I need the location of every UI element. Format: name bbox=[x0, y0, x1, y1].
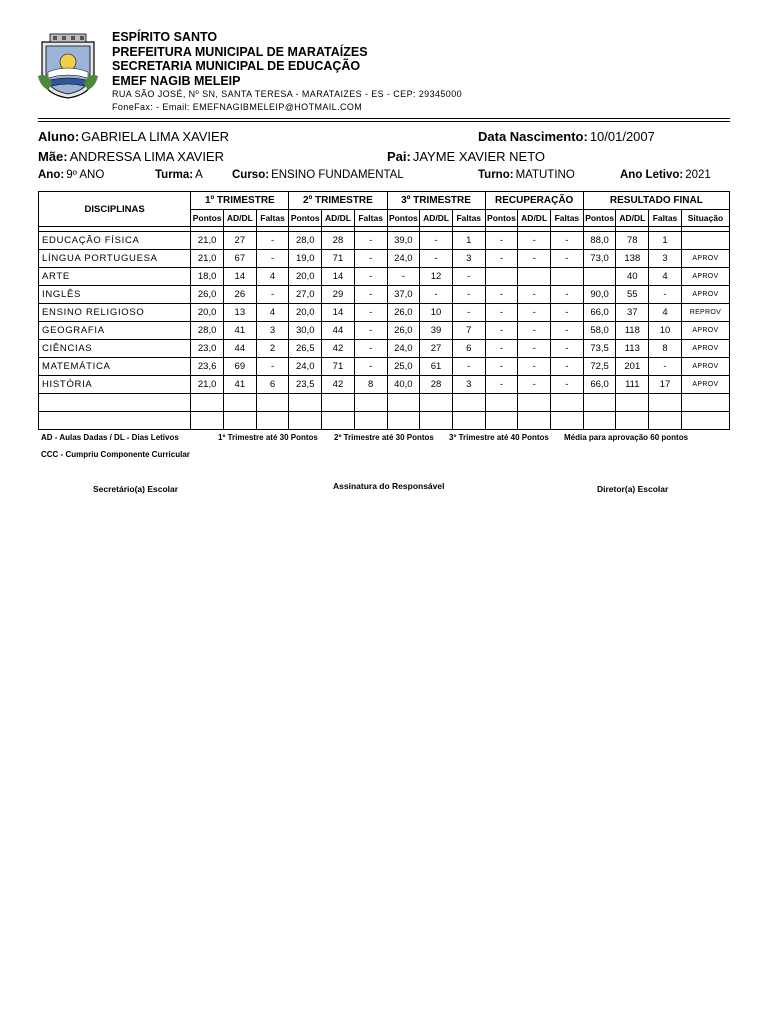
grade-cell: - bbox=[551, 340, 584, 358]
table-row bbox=[39, 250, 730, 268]
empty-cell bbox=[354, 394, 387, 412]
column-header: Faltas bbox=[452, 210, 485, 227]
column-header: Pontos bbox=[289, 210, 322, 227]
grades-table bbox=[38, 191, 730, 430]
student-name: GABRIELA LIMA XAVIER bbox=[81, 129, 230, 144]
empty-cell bbox=[616, 412, 649, 430]
grade-cell: - bbox=[518, 358, 551, 376]
director-signature: Diretor(a) Escolar bbox=[597, 484, 669, 494]
grade-cell: 28 bbox=[322, 232, 355, 250]
grade-cell: 44 bbox=[223, 340, 256, 358]
grade-cell: - bbox=[420, 232, 453, 250]
grade-cell: 21,0 bbox=[191, 376, 224, 394]
grade-cell: 3 bbox=[256, 322, 289, 340]
grade-cell: - bbox=[354, 340, 387, 358]
grade-cell: - bbox=[518, 286, 551, 304]
status-cell: APROV bbox=[681, 322, 729, 340]
empty-cell bbox=[39, 394, 191, 412]
grade-cell: - bbox=[420, 286, 453, 304]
father-name: JAYME XAVIER NETO bbox=[412, 149, 546, 164]
grade-cell: 14 bbox=[223, 268, 256, 286]
empty-cell bbox=[289, 412, 322, 430]
column-header: Faltas bbox=[649, 210, 682, 227]
grade-cell: 23,6 bbox=[191, 358, 224, 376]
empty-cell bbox=[681, 394, 729, 412]
grade-cell: 111 bbox=[616, 376, 649, 394]
grade-cell: 72,5 bbox=[583, 358, 616, 376]
column-header: Pontos bbox=[191, 210, 224, 227]
grade-cell: 23,5 bbox=[289, 376, 322, 394]
column-header: Pontos bbox=[583, 210, 616, 227]
status-cell: APROV bbox=[681, 250, 729, 268]
class-name: A bbox=[195, 169, 203, 181]
grade-cell: 24,0 bbox=[387, 340, 420, 358]
legend-t1: 1º Trimestre até 30 Pontos bbox=[218, 433, 318, 442]
grade-cell: 10 bbox=[420, 304, 453, 322]
school-name: EMEF NAGIB MELEIP bbox=[112, 73, 241, 88]
grade-cell: 12 bbox=[420, 268, 453, 286]
empty-cell bbox=[354, 412, 387, 430]
grade-cell: 71 bbox=[322, 358, 355, 376]
school-year: 2021 bbox=[685, 169, 711, 181]
empty-cell bbox=[485, 394, 518, 412]
status-cell: REPROV bbox=[681, 304, 729, 322]
grade-cell: 6 bbox=[256, 376, 289, 394]
grade-cell: 30,0 bbox=[289, 322, 322, 340]
legend-media: Média para aprovação 60 pontos bbox=[564, 433, 689, 442]
grade-cell: 201 bbox=[616, 358, 649, 376]
grade-cell: - bbox=[256, 250, 289, 268]
grade-cell: 4 bbox=[256, 304, 289, 322]
grade-cell: 37 bbox=[616, 304, 649, 322]
grade-cell: - bbox=[354, 358, 387, 376]
grade-cell: - bbox=[649, 286, 682, 304]
grade-cell: 27,0 bbox=[289, 286, 322, 304]
grade-cell: 28 bbox=[420, 376, 453, 394]
grade-cell: 26,0 bbox=[387, 322, 420, 340]
grade-cell: 41 bbox=[223, 376, 256, 394]
legend-t2: 2º Trimestre até 30 Pontos bbox=[334, 433, 434, 442]
mother-field: Mãe: ANDRESSA LIMA XAVIER bbox=[38, 149, 224, 164]
empty-cell bbox=[518, 394, 551, 412]
grade-cell: - bbox=[551, 322, 584, 340]
empty-cell bbox=[583, 412, 616, 430]
column-header: AD/DL bbox=[616, 210, 649, 227]
table-row bbox=[39, 286, 730, 304]
discipline-name: LÍNGUA PORTUGUESA bbox=[39, 250, 191, 268]
grade-cell: - bbox=[485, 304, 518, 322]
mother-name: ANDRESSA LIMA XAVIER bbox=[69, 149, 224, 164]
grades-body bbox=[39, 227, 730, 430]
column-header: AD/DL bbox=[518, 210, 551, 227]
grade-cell: 24,0 bbox=[387, 250, 420, 268]
grade-cell: 21,0 bbox=[191, 250, 224, 268]
grade-cell: 71 bbox=[322, 250, 355, 268]
empty-row bbox=[39, 412, 730, 430]
school-address: RUA SÃO JOSÉ, Nº SN, SANTA TERESA - MARATAIZES - ES - CEP: 29345000 bbox=[112, 89, 463, 99]
grade-cell: 10 bbox=[649, 322, 682, 340]
empty-cell bbox=[191, 394, 224, 412]
table-row bbox=[39, 304, 730, 322]
grade-cell: 23,0 bbox=[191, 340, 224, 358]
grade-cell: - bbox=[256, 232, 289, 250]
grade-cell: 42 bbox=[322, 340, 355, 358]
grade-cell: 41 bbox=[223, 322, 256, 340]
grade-cell: - bbox=[551, 250, 584, 268]
discipline-name: ARTE bbox=[39, 268, 191, 286]
grade-cell: 27 bbox=[420, 340, 453, 358]
empty-cell bbox=[583, 394, 616, 412]
grade-cell: 61 bbox=[420, 358, 453, 376]
birth-date: 10/01/2007 bbox=[589, 129, 655, 144]
grade-cell: 14 bbox=[322, 268, 355, 286]
grade-cell bbox=[518, 268, 551, 286]
table-row bbox=[39, 358, 730, 376]
grade-cell: 3 bbox=[649, 250, 682, 268]
shift-field: Turno: MATUTINO bbox=[478, 169, 575, 181]
empty-row bbox=[39, 394, 730, 412]
grade-cell: 69 bbox=[223, 358, 256, 376]
table-row bbox=[39, 322, 730, 340]
grade-cell: 2 bbox=[256, 340, 289, 358]
grade-cell: 26,0 bbox=[191, 286, 224, 304]
grade-cell: 3 bbox=[452, 376, 485, 394]
father-field: Pai: JAYME XAVIER NETO bbox=[387, 149, 546, 164]
grade-cell: 138 bbox=[616, 250, 649, 268]
empty-cell bbox=[452, 394, 485, 412]
grade-cell: - bbox=[518, 250, 551, 268]
grade-cell: - bbox=[452, 268, 485, 286]
column-header: Situação bbox=[681, 210, 729, 227]
group-header: 1º TRIMESTRE bbox=[191, 192, 289, 210]
grade-cell: - bbox=[551, 304, 584, 322]
grade-cell: 17 bbox=[649, 376, 682, 394]
course-name: ENSINO FUNDAMENTAL bbox=[271, 169, 404, 181]
column-header: Faltas bbox=[256, 210, 289, 227]
grade-cell: - bbox=[649, 358, 682, 376]
grade-cell: - bbox=[354, 322, 387, 340]
header-divider bbox=[38, 118, 730, 119]
grade-cell: - bbox=[518, 340, 551, 358]
column-header: Pontos bbox=[485, 210, 518, 227]
table-row bbox=[39, 376, 730, 394]
group-header: RESULTADO FINAL bbox=[583, 192, 729, 210]
discipline-name: INGLÊS bbox=[39, 286, 191, 304]
grade-cell: 73,0 bbox=[583, 250, 616, 268]
discipline-name: CIÊNCIAS bbox=[39, 340, 191, 358]
state-name: ESPÍRITO SANTO bbox=[112, 30, 218, 44]
grade-cell: - bbox=[518, 232, 551, 250]
empty-cell bbox=[256, 412, 289, 430]
grade-cell: - bbox=[256, 358, 289, 376]
empty-cell bbox=[289, 394, 322, 412]
column-header: AD/DL bbox=[223, 210, 256, 227]
grade-cell: - bbox=[354, 304, 387, 322]
status-cell: APROV bbox=[681, 340, 729, 358]
grade-cell: 39,0 bbox=[387, 232, 420, 250]
empty-cell bbox=[191, 412, 224, 430]
grade-cell: 20,0 bbox=[191, 304, 224, 322]
column-header: Faltas bbox=[551, 210, 584, 227]
empty-cell bbox=[551, 394, 584, 412]
status-cell: APROV bbox=[681, 376, 729, 394]
secretary-signature: Secretário(a) Escolar bbox=[93, 484, 179, 494]
discipline-name: ENSINO RELIGIOSO bbox=[39, 304, 191, 322]
student-name-field: Aluno: GABRIELA LIMA XAVIER bbox=[38, 129, 230, 144]
discipline-name: MATEMÁTICA bbox=[39, 358, 191, 376]
empty-cell bbox=[223, 412, 256, 430]
empty-cell bbox=[452, 412, 485, 430]
grade-cell bbox=[551, 268, 584, 286]
table-row bbox=[39, 232, 730, 250]
empty-cell bbox=[420, 412, 453, 430]
grade-cell: 26 bbox=[223, 286, 256, 304]
document-header bbox=[38, 30, 728, 118]
header-divider-2 bbox=[38, 121, 730, 122]
empty-cell bbox=[420, 394, 453, 412]
grade-cell: 3 bbox=[452, 250, 485, 268]
grade-cell: 20,0 bbox=[289, 304, 322, 322]
grade-cell: 25,0 bbox=[387, 358, 420, 376]
grade-cell: 88,0 bbox=[583, 232, 616, 250]
prefecture-name: PREFEITURA MUNICIPAL DE MARATAÍZES bbox=[112, 44, 368, 59]
grade-cell: 66,0 bbox=[583, 304, 616, 322]
grade-cell: 8 bbox=[649, 340, 682, 358]
grade-cell: - bbox=[518, 376, 551, 394]
column-header: AD/DL bbox=[322, 210, 355, 227]
grade-cell: - bbox=[551, 376, 584, 394]
column-header: Faltas bbox=[354, 210, 387, 227]
grade-cell: 14 bbox=[322, 304, 355, 322]
grade-cell: - bbox=[551, 286, 584, 304]
grade-cell: 1 bbox=[452, 232, 485, 250]
legend-ad: AD - Aulas Dadas / DL - Dias Letivos bbox=[41, 433, 179, 442]
empty-cell bbox=[322, 394, 355, 412]
grade-cell: 26,5 bbox=[289, 340, 322, 358]
grade-cell: - bbox=[354, 232, 387, 250]
grade-cell: 7 bbox=[452, 322, 485, 340]
grade-cell: 58,0 bbox=[583, 322, 616, 340]
empty-cell bbox=[39, 412, 191, 430]
grade-cell: - bbox=[452, 304, 485, 322]
grade-cell: 24,0 bbox=[289, 358, 322, 376]
column-header: Pontos bbox=[387, 210, 420, 227]
shift-name: MATUTINO bbox=[515, 169, 575, 181]
empty-cell bbox=[485, 412, 518, 430]
grade-cell: - bbox=[485, 340, 518, 358]
grade-cell: - bbox=[485, 322, 518, 340]
grade-cell: 4 bbox=[649, 268, 682, 286]
grade-cell: 40,0 bbox=[387, 376, 420, 394]
table-row bbox=[39, 340, 730, 358]
grade-cell: - bbox=[354, 250, 387, 268]
status-cell: APROV bbox=[681, 268, 729, 286]
grade-cell: - bbox=[387, 268, 420, 286]
status-cell: APROV bbox=[681, 286, 729, 304]
grade-cell bbox=[485, 268, 518, 286]
grade-cell: 78 bbox=[616, 232, 649, 250]
status-cell: APROV bbox=[681, 358, 729, 376]
grade-cell: 118 bbox=[616, 322, 649, 340]
grade-cell: 66,0 bbox=[583, 376, 616, 394]
empty-cell bbox=[387, 394, 420, 412]
secretariat-name: SECRETARIA MUNICIPAL DE EDUCAÇÃO bbox=[112, 59, 361, 73]
group-header: RECUPERAÇÃO bbox=[485, 192, 583, 210]
grade-cell: - bbox=[518, 322, 551, 340]
grade-cell: - bbox=[354, 268, 387, 286]
empty-cell bbox=[518, 412, 551, 430]
grade-cell: 20,0 bbox=[289, 268, 322, 286]
grade-cell: 28,0 bbox=[191, 322, 224, 340]
grade-year-field: Ano: 9º ANO bbox=[38, 169, 105, 181]
grade-cell: 37,0 bbox=[387, 286, 420, 304]
empty-cell bbox=[256, 394, 289, 412]
grade-cell: 113 bbox=[616, 340, 649, 358]
group-header: 2º TRIMESTRE bbox=[289, 192, 387, 210]
table-row bbox=[39, 268, 730, 286]
grade-cell bbox=[583, 268, 616, 286]
grade-cell: - bbox=[420, 250, 453, 268]
status-cell bbox=[681, 232, 729, 250]
legend-ccc: CCC - Cumpriu Componente Curricular bbox=[41, 450, 190, 459]
grade-cell: 8 bbox=[354, 376, 387, 394]
grade-cell: 19,0 bbox=[289, 250, 322, 268]
school-contact: FoneFax: - Email: EMEFNAGIBMELEIP@HOTMAIL.COM bbox=[112, 102, 363, 112]
empty-cell bbox=[322, 412, 355, 430]
grade-cell: 67 bbox=[223, 250, 256, 268]
course-field: Curso: ENSINO FUNDAMENTAL bbox=[232, 169, 404, 181]
grade-cell: 44 bbox=[322, 322, 355, 340]
grade-cell: 39 bbox=[420, 322, 453, 340]
grade-cell: - bbox=[256, 286, 289, 304]
grade-cell: - bbox=[551, 358, 584, 376]
school-year-field: Ano Letivo: 2021 bbox=[620, 169, 711, 181]
grade-cell: 4 bbox=[256, 268, 289, 286]
empty-cell bbox=[387, 412, 420, 430]
grade-cell: 55 bbox=[616, 286, 649, 304]
grade-cell: 21,0 bbox=[191, 232, 224, 250]
empty-cell bbox=[681, 412, 729, 430]
grade-cell: - bbox=[551, 232, 584, 250]
discipline-name: HISTÓRIA bbox=[39, 376, 191, 394]
grade-cell: 40 bbox=[616, 268, 649, 286]
grade-cell: - bbox=[485, 358, 518, 376]
grade-cell: 6 bbox=[452, 340, 485, 358]
grade-year: 9º ANO bbox=[66, 169, 105, 181]
grade-cell: 1 bbox=[649, 232, 682, 250]
grade-cell: 4 bbox=[649, 304, 682, 322]
discipline-name: GEOGRAFIA bbox=[39, 322, 191, 340]
grade-cell: 26,0 bbox=[387, 304, 420, 322]
grade-cell: 13 bbox=[223, 304, 256, 322]
grade-cell: - bbox=[452, 286, 485, 304]
header-text-block bbox=[112, 30, 462, 114]
grade-cell: 90,0 bbox=[583, 286, 616, 304]
grade-cell: - bbox=[485, 286, 518, 304]
grade-cell: - bbox=[485, 232, 518, 250]
disciplinas-header: DISCIPLINAS bbox=[39, 192, 191, 227]
empty-cell bbox=[223, 394, 256, 412]
discipline-name: EDUCAÇÃO FÍSICA bbox=[39, 232, 191, 250]
grade-cell: - bbox=[354, 286, 387, 304]
grade-cell: - bbox=[485, 376, 518, 394]
grade-cell: 28,0 bbox=[289, 232, 322, 250]
grade-cell: 18,0 bbox=[191, 268, 224, 286]
grade-cell: 27 bbox=[223, 232, 256, 250]
municipal-crest-icon bbox=[38, 32, 98, 100]
class-field: Turma: A bbox=[155, 169, 203, 181]
empty-cell bbox=[551, 412, 584, 430]
guardian-signature: Assinatura do Responsável bbox=[333, 481, 445, 491]
empty-cell bbox=[649, 412, 682, 430]
grade-cell: 73,5 bbox=[583, 340, 616, 358]
empty-cell bbox=[616, 394, 649, 412]
birth-date-field: Data Nascimento: 10/01/2007 bbox=[478, 129, 655, 144]
grade-cell: - bbox=[518, 304, 551, 322]
column-header: AD/DL bbox=[420, 210, 453, 227]
legend-t3: 3º Trimestre até 40 Pontos bbox=[449, 433, 549, 442]
grade-cell: - bbox=[452, 358, 485, 376]
group-header: 3º TRIMESTRE bbox=[387, 192, 485, 210]
grade-cell: - bbox=[485, 250, 518, 268]
empty-cell bbox=[649, 394, 682, 412]
grade-cell: 29 bbox=[322, 286, 355, 304]
grade-cell: 42 bbox=[322, 376, 355, 394]
